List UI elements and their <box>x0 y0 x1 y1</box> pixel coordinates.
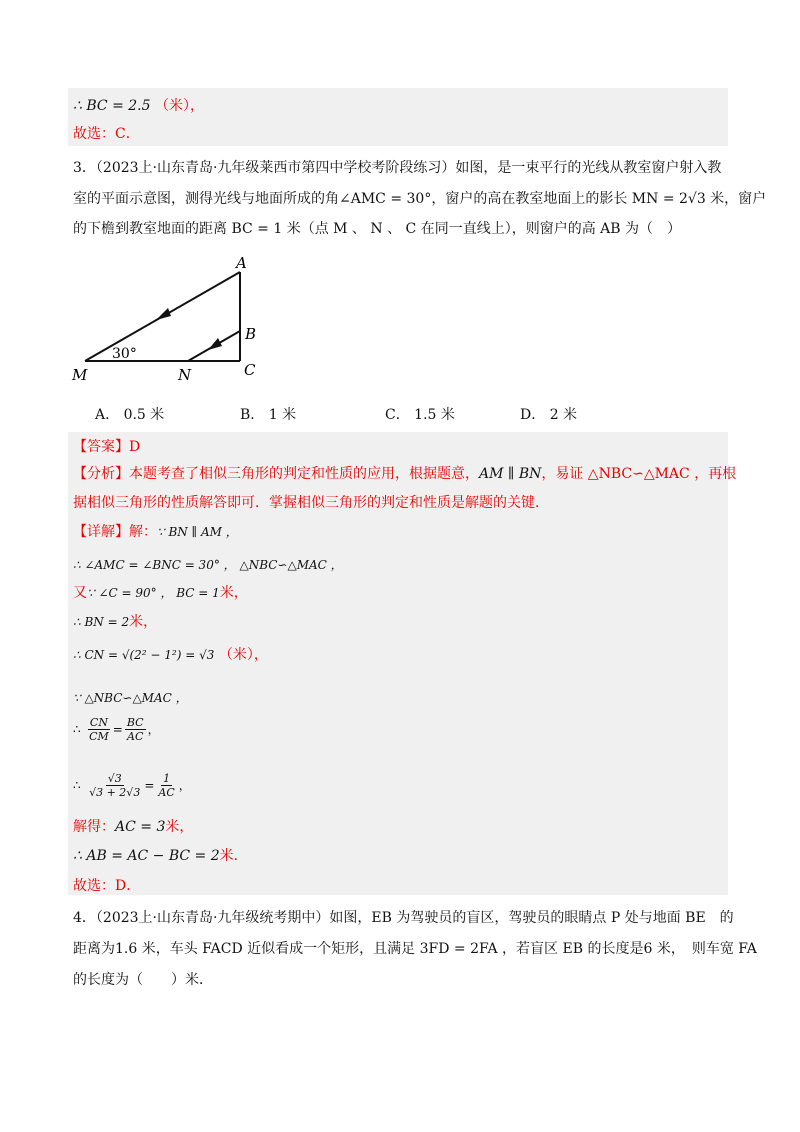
detail-d5a: ∴ CN = √(2² − 1²) = √3 <box>73 648 215 662</box>
detail-tag: 【详解】 <box>73 524 129 540</box>
analysis-tag: 【分析】 <box>73 466 129 482</box>
detail-d8: ∴ $\frac{√3}{√3 + 2√3}$ = $\frac{1}{AC}$ ， <box>73 772 191 799</box>
detail-d9 <box>73 817 193 837</box>
detail-d5b: （米）， <box>218 647 268 663</box>
option-a-text: 0.5 米 <box>123 407 165 423</box>
option-a[interactable] <box>95 404 164 424</box>
detail-d9b: AC = 3 <box>115 819 166 835</box>
top-choose-c: 故选：C． <box>73 126 140 142</box>
frac-num: 1 <box>163 772 171 785</box>
q3-stem-line-2: 室的平面示意图，测得光线与地面所成的角∠AMC = 30°，窗户的高在教室地面上的影长 MN = 2√3 米，窗户 <box>73 191 767 207</box>
detail-d1: ∵ BN ∥ AM ， <box>157 525 238 539</box>
detail-d3a: 又 <box>73 585 87 601</box>
arrow-ma-icon <box>156 308 171 320</box>
analysis-text-1a: 本题考查了相似三角形的判定和性质的应用，根据题意， <box>129 466 479 482</box>
detail-d2: ∴ ∠AMC = ∠BNC = 30° ， △NBC∽△MAC ， <box>73 558 343 572</box>
frac-den: AC <box>127 730 144 743</box>
detail-d10b: 米． <box>219 848 248 864</box>
detail-d5 <box>73 645 268 665</box>
label-m: M <box>72 366 88 384</box>
bc-unit: （米）， <box>154 98 204 114</box>
fraction-root3 <box>87 772 142 799</box>
analysis-line-1 <box>73 464 736 484</box>
frac-den: AC <box>158 786 175 799</box>
detail-d9c: 米， <box>165 819 194 835</box>
fraction-1-ac <box>156 772 176 799</box>
top-bc-line <box>73 96 204 116</box>
frac-den: CM <box>89 730 109 743</box>
q4-stem-line-3: 的长度为（ ）米． <box>73 972 213 988</box>
q4-stem-line-2: 距离为1.6 米，车头 FACD 近似看成一个矩形，且满足 3FD = 2FA ，若盲区 EB 的长度是6 米， 则车宽 FA <box>73 941 757 957</box>
frac-num: BC <box>126 716 144 729</box>
detail-d3b: ∵ ∠C = 90° ， BC = 1 <box>87 586 220 600</box>
option-d-text: 2 米 <box>549 407 578 423</box>
detail-d10a: ∴ AB = AC − BC = 2 <box>73 848 220 864</box>
detail-intro: 解： <box>129 524 157 540</box>
detail-d4a: ∴ BN = 2 <box>73 615 130 629</box>
option-b-text: 1 米 <box>268 407 297 423</box>
fraction-cn-cm <box>87 716 111 743</box>
detail-d7: ∴ $\frac{CN}{CM}$ = $\frac{BC}{AC}$ ， <box>73 716 160 743</box>
q3-stem-line-1: 3．（2023上·山东青岛·九年级莱西市第四中学校考阶段练习）如图，是一束平行的光线从教室窗户射入教 <box>73 160 722 176</box>
option-d-label: D． <box>520 407 546 423</box>
angle-label: 30° <box>112 346 137 362</box>
option-a-label: A． <box>95 407 120 423</box>
analysis-text-1b: AM ∥ BN <box>479 466 542 482</box>
detail-d9a: 解得： <box>73 819 115 835</box>
option-c-label: C． <box>385 407 410 423</box>
detail-d4b: 米， <box>129 614 158 630</box>
arrow-nb-icon <box>208 338 222 350</box>
fraction-bc-ac <box>125 716 146 743</box>
analysis-line-2: 据相似三角形的性质解答即可．掌握相似三角形的判定和性质是解题的关键． <box>73 495 549 511</box>
label-c: C <box>244 361 256 379</box>
detail-d6: ∵ △NBC∽△MAC ， <box>73 691 188 705</box>
frac-num: CN <box>89 716 108 729</box>
bc-equation: ∴ BC = 2.5 <box>73 98 151 114</box>
detail-d8-prefix: ∴ <box>73 778 81 793</box>
detail-d10 <box>73 846 248 866</box>
detail-d3c: 米， <box>219 585 248 601</box>
answer-line: 【答案】D <box>73 439 141 455</box>
detail-line-intro <box>73 522 238 542</box>
q3-figure <box>68 250 288 390</box>
label-n: N <box>178 366 192 384</box>
option-b[interactable] <box>240 404 296 424</box>
option-c-text: 1.5 米 <box>414 407 455 423</box>
frac-den: √3 + 2√3 <box>89 786 141 799</box>
frac-num: √3 <box>107 772 122 785</box>
option-d[interactable] <box>520 404 577 424</box>
option-c[interactable] <box>385 404 455 424</box>
analysis-text-1c: ，易证 △NBC∽△MAC ，再根 <box>541 466 737 482</box>
choose-d: 故选：D． <box>73 878 141 894</box>
option-b-label: B． <box>240 407 265 423</box>
q3-stem-line-3: 的下檐到教室地面的距离 BC = 1 米（点 M 、 N 、 C 在同一直线上），则窗户的高 AB 为（ ） <box>73 221 681 237</box>
q4-stem-line-1: 4．（2023上·山东青岛·九年级统考期中）如图，EB 为驾驶员的盲区，驾驶员的眼睛点 P 处与地面 BE 的 <box>73 910 734 926</box>
detail-d3 <box>73 583 248 603</box>
detail-d7-prefix: ∴ <box>73 722 81 737</box>
detail-d4 <box>73 612 157 632</box>
label-b: B <box>245 325 257 343</box>
label-a: A <box>236 254 247 272</box>
